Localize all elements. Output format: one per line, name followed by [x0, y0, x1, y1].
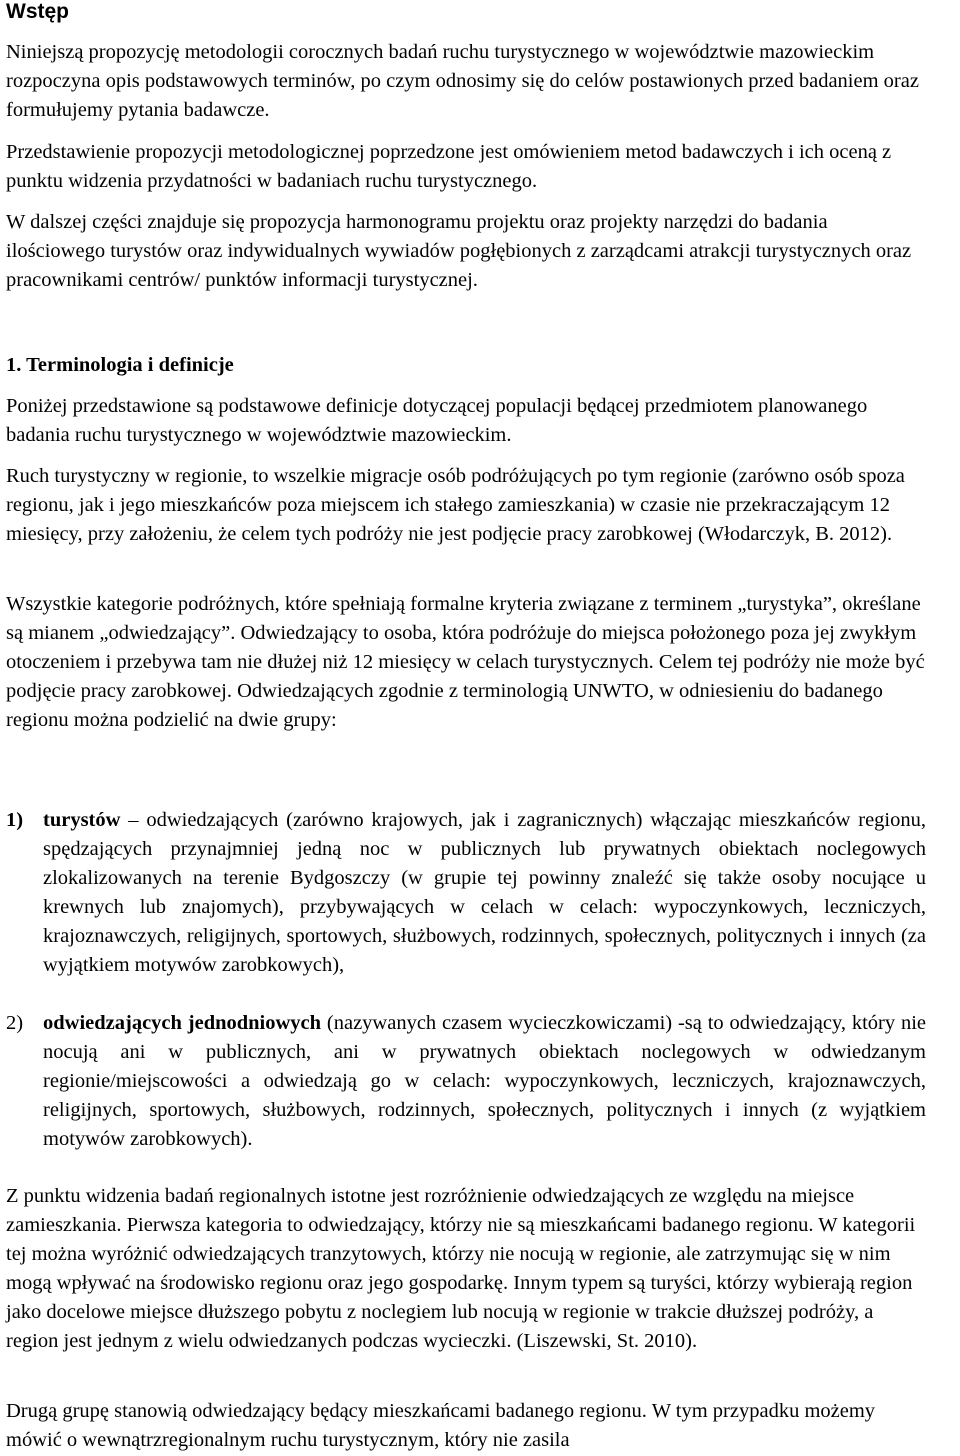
section-paragraph-3: Wszystkie kategorie podróżnych, które spełniają formalne kryteria związane z terminem „turystyka”, określane są mianem „odwiedzający”. Odwiedzający to osoba, która podróżuje do miejsca położonego poza jej zwykłym otoczeniem i przebywa tam nie dłużej niż 12 miesięcy w celach turystycznych. Celem tej podróży nie może być podjęcie pracy zarobkowej. Odwiedzających zgodnie z terminologią UNWTO, w odniesieniu do badanego regionu można podzielić na dwie grupy:	[6, 593, 925, 731]
section-title: 1. Terminologia i definicje	[6, 354, 234, 376]
list-item	[6, 1009, 926, 1154]
section-paragraph-4: Z punktu widzenia badań regionalnych istotne jest rozróżnienie odwiedzających ze względu na miejsce zamieszkania. Pierwsza kategoria to odwiedzający, którzy nie są mieszkańcami badanego regionu. W kategorii tej można wyróżnić odwiedzających tranzytowych, którzy nie nocują w regionie, ale zatrzymując się w nim mogą wpływać na środowisko regionu oraz jego gospodarkę. Innym typem są turyści, którzy wybierają region jako docelowe miejsce dłuższego pobytu z noclegiem lub nocują w regionie w trakcie dłuższej podróży, a region jest jednym z wielu odwiedzanych podczas wycieczki. (Liszewski, St. 2010).	[6, 1185, 916, 1352]
list-item-number: 2)	[6, 1012, 24, 1034]
list-item-term: turystów	[43, 809, 121, 831]
list-item-text: – odwiedzających (zarówno krajowych, jak i zagranicznych) włączając mieszkańców regionu, spędzających przynajmniej jedną noc w publicznych lub prywatnych obiektach noclegowych zlokalizowanych na terenie Bydgoszczy (w grupie tej powinny znaleźć się także osoby nocujące u krewnych lub znajomych), przybywających w celach w celach: wypoczynkowych, leczniczych, krajoznawczych, religijnych, sportowych, służbowych, rodzinnych, społecznych, politycznych i innych (za wyjątkiem motywów zarobkowych),	[43, 809, 926, 976]
list-item-number: 1)	[6, 809, 24, 831]
section-paragraph-1: Poniżej przedstawione są podstawowe definicje dotyczącej populacji będącej przedmiotem planowanego badania ruchu turystycznego w województwie mazowieckim.	[6, 395, 868, 446]
list-item-text: (nazywanych czasem wycieczkowiczami) -są to odwiedzający, który nie nocują ani w publicznych, ani w prywatnych obiektach noclegowych w odwiedzanym regionie/miejscowości a odwiedzają go w celach: wypoczynkowych, leczniczych, krajoznawczych, religijnych, sportowych, służbowych, rodzinnych, społecznych, politycznych i innych (z wyjątkiem motywów zarobkowych).	[43, 1012, 926, 1150]
section-paragraph-2: Ruch turystyczny w regionie, to wszelkie migracje osób podróżujących po tym regionie (zarówno osób spoza regionu, jak i jego mieszkańców poza miejscem ich stałego zamieszkania) w czasie nie przekraczającym 12 miesięcy, przy założeniu, że celem tych podróży nie jest podjęcie pracy zarobkowej (Włodarczyk, B. 2012).	[6, 465, 905, 545]
section-paragraph-5: Drugą grupę stanowią odwiedzający będący mieszkańcami badanego regionu. W tym przypadku możemy mówić o wewnątrzregionalnym ruchu turystycznym, który nie zasila	[6, 1400, 876, 1451]
intro-paragraph-3: W dalszej części znajduje się propozycja harmonogramu projektu oraz projekty narzędzi do badania ilościowego turystów oraz indywidualnych wywiadów pogłębionych z zarządcami atrakcji turystycznych oraz pracownikami centrów/ punktów informacji turystycznej.	[6, 211, 912, 291]
list-item-term: odwiedzających jednodniowych	[43, 1012, 322, 1034]
intro-paragraph-1: Niniejszą propozycję metodologii corocznych badań ruchu turystycznego w województwie mazowieckim rozpoczyna opis podstawowych terminów, po czym odnosimy się do celów postawionych przed badaniem oraz formułujemy pytania badawcze.	[6, 41, 919, 121]
list-item	[6, 806, 926, 979]
document-heading: Wstęp	[6, 0, 69, 23]
intro-paragraph-2: Przedstawienie propozycji metodologicznej poprzedzone jest omówieniem metod badawczych i ich oceną z punktu widzenia przydatności w badaniach ruchu turystycznego.	[6, 141, 892, 192]
